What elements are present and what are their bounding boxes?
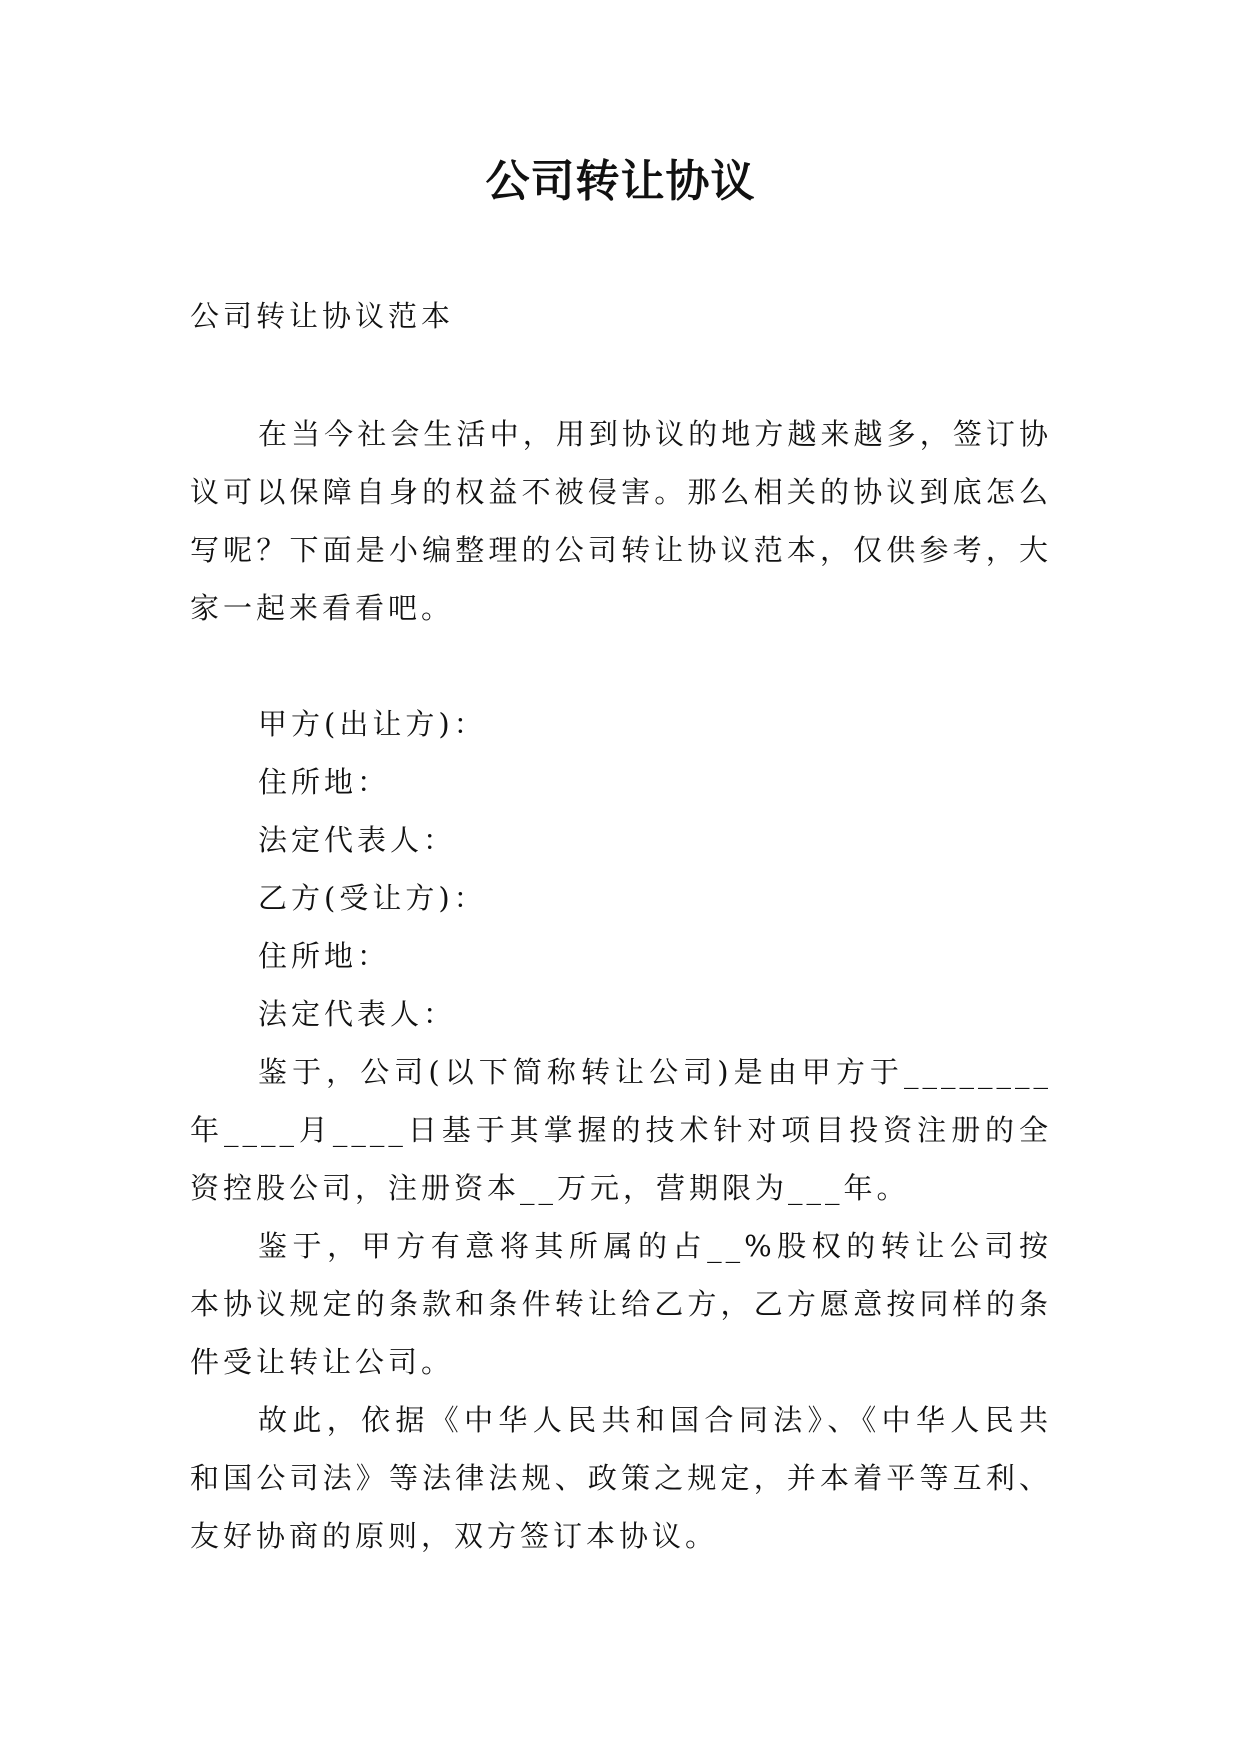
recital-transfer-paragraph: 鉴于，甲方有意将其所属的占__%股权的转让公司按本协议规定的条款和条件转让给乙方，乙方愿意按同样的条件受让转让公司。 <box>190 1229 1052 1379</box>
party-a-representative-label: 法定代表人： <box>258 823 457 857</box>
party-b-address-label: 住所地： <box>258 939 391 973</box>
recital-company-paragraph: 鉴于，公司(以下简称转让公司)是由甲方于________年____月____日基于其掌握的技术针对项目投资注册的全资控股公司，注册资本__万元，营期限为___年。 <box>190 1055 1052 1205</box>
party-b-representative-label: 法定代表人： <box>258 997 457 1031</box>
intro-paragraph: 在当今社会生活中，用到协议的地方越来越多，签订协议可以保障自身的权益不被侵害。那么相关的协议到底怎么写呢？下面是小编整理的公司转让协议范本，仅供参考，大家一起来看看吧。 <box>190 417 1052 625</box>
party-a-address-label: 住所地： <box>258 765 391 799</box>
party-list <box>190 695 1052 1043</box>
legal-basis-paragraph: 故此，依据《中华人民共和国合同法》、《中华人民共和国公司法》等法律法规、政策之规定，并本着平等互利、友好协商的原则，双方签订本协议。 <box>190 1403 1052 1553</box>
document-subtitle: 公司转让协议范本 <box>190 299 455 333</box>
document-title: 公司转让协议 <box>485 156 756 207</box>
party-a-label: 甲方(出让方)： <box>258 707 487 741</box>
party-b-label: 乙方(受让方)： <box>258 881 487 915</box>
agreement-body <box>190 1043 1052 1565</box>
